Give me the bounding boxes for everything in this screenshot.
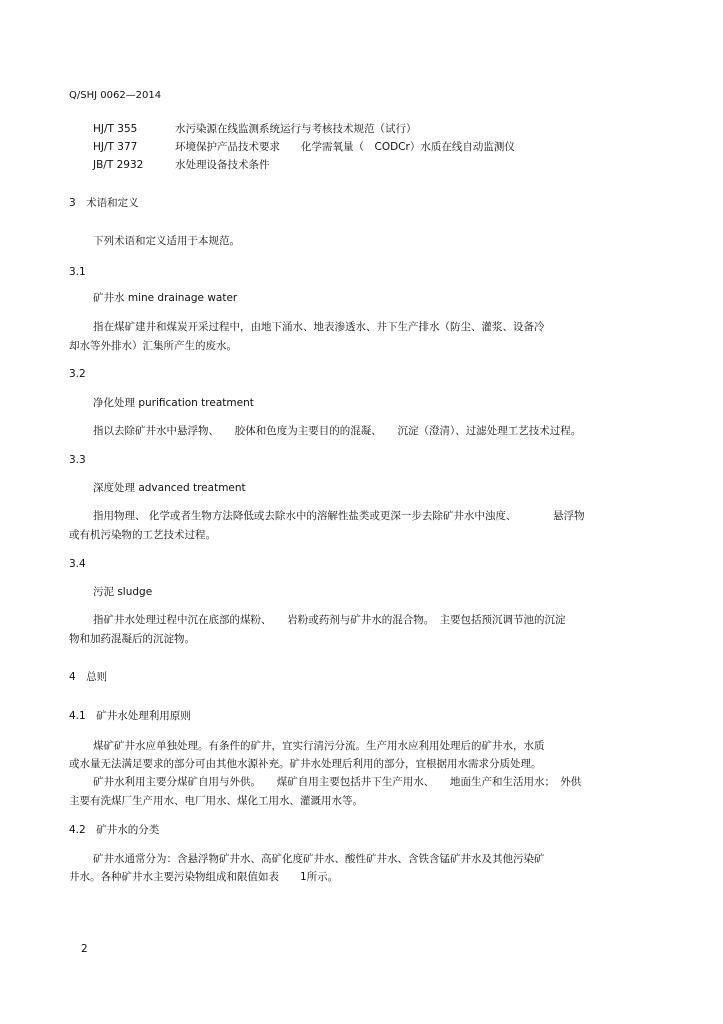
term-number: 3.2 [69,368,86,380]
paragraph-line: 矿井水通常分为：含悬浮物矿井水、高矿化度矿井水、酸性矿井水、含铁含锰矿井水及其他污染矿 [93,853,545,865]
term-number: 3.3 [69,454,86,466]
reference-item [93,158,270,172]
reference-title: 环境保护产品技术要求 化学需氧量（ CODCr）水质在线自动监测仪 [175,141,515,153]
section-heading: 4 总则 [69,671,108,683]
term-definition-line: 指在煤矿建井和煤炭开采过程中，由地下涌水、地表渗透水、井下生产排水（防尘、灌浆、设备冷 [93,321,545,333]
reference-title: 水污染源在线监测系统运行与考核技术规范（试行） [175,123,417,135]
page-number: 2 [81,943,88,955]
reference-item [93,140,515,154]
paragraph-line: 矿井水利用主要分煤矿自用与外供。 煤矿自用主要包括井下生产用水、 地面生产和生活用水； 外供 [93,776,582,788]
section-intro: 下列术语和定义适用于本规范。 [93,235,240,247]
paragraph-line: 煤矿矿井水应单独处理。有条件的矿井，宜实行清污分流。生产用水应利用处理后的矿井水，水质 [93,740,545,752]
term-number: 3.1 [69,266,86,278]
term-name: 深度处理 advanced treatment [93,482,246,494]
term-name: 污泥 sludge [93,586,153,598]
reference-title: 水处理设备技术条件 [175,159,270,171]
section-heading: 3 术语和定义 [69,197,139,209]
reference-item [93,122,417,136]
term-definition-line: 指矿井水处理过程中沉在底部的煤粉、 岩粉或药剂与矿井水的混合物。 主要包括预沉调节池的沉淀 [93,614,566,626]
subsection-heading: 4.1 矿井水处理利用原则 [69,710,191,722]
term-definition-line: 物和加药混凝后的沉淀物。 [69,633,195,645]
reference-code: JB/T 2932 [93,159,144,171]
paragraph-line: 主要有洗煤厂生产用水、电厂用水、煤化工用水、灌溉用水等。 [69,795,363,807]
subsection-heading: 4.2 矿井水的分类 [69,824,160,836]
document-id-header: Q/SHJ 0062—2014 [69,90,162,101]
reference-code: HJ/T 355 [93,123,138,135]
term-definition-line: 指用物理、 化学或者生物方法降低或去除水中的溶解性盐类或更深一步去除矿井水中浊度、 悬浮物 [93,510,585,522]
term-number: 3.4 [69,558,86,570]
paragraph-line: 或水量无法满足要求的部分可由其他水源补充。矿井水处理后利用的部分，宜根据用水需求分质处理。 [69,758,542,770]
reference-code: HJ/T 377 [93,141,138,153]
term-definition-line: 却水等外排水）汇集所产生的废水。 [69,340,237,352]
term-definition-line: 指以去除矿井水中悬浮物、 胶体和色度为主要目的的混凝、 沉淀（澄清）、过滤处理工艺技术过程。 [93,425,582,437]
term-definition-line: 或有机污染物的工艺技术过程。 [69,529,216,541]
paragraph-line: 井水。各种矿井水主要污染物组成和限值如表 1所示。 [69,871,339,883]
term-name: 矿井水 mine drainage water [93,292,238,304]
term-name: 净化处理 purification treatment [93,397,254,409]
